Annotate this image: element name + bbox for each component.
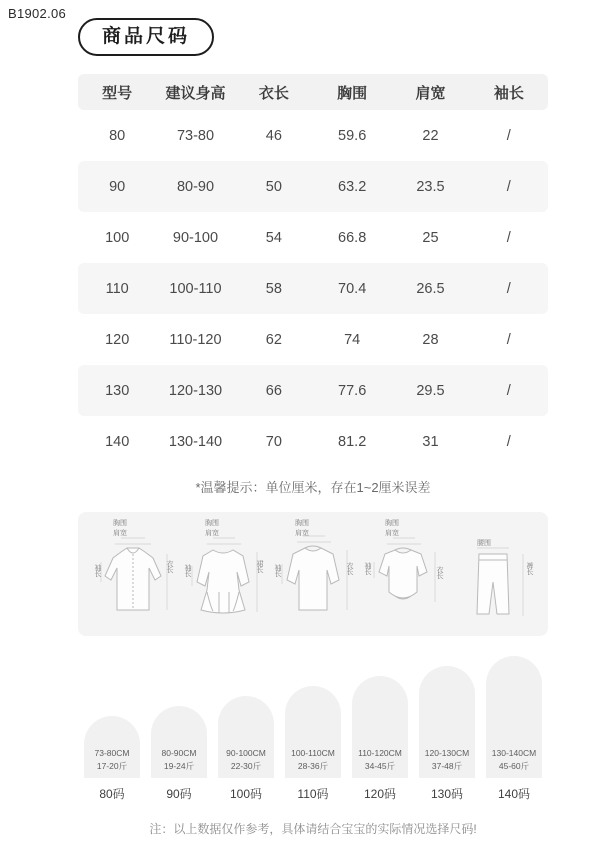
size-arch-band	[78, 656, 548, 802]
romper-shoulder-label: 肩宽	[295, 530, 309, 537]
arch-caption: 80码	[99, 787, 125, 801]
bodysuit-bust-label: 胸围	[385, 520, 399, 527]
cell-sleeve: /	[506, 433, 511, 450]
arch-caption: 110码	[297, 787, 329, 801]
arch-text	[352, 747, 408, 772]
column-header-bust: 胸围	[313, 74, 391, 110]
bodysuit-length-label: 衣长	[436, 566, 443, 578]
arch-text	[419, 747, 475, 772]
cell-bust: 66.8	[338, 229, 367, 246]
cell-bust: 63.2	[313, 161, 391, 212]
cell-height: 90-100	[172, 229, 219, 246]
cell-model: 140	[105, 433, 130, 450]
arch-weight-range: 17-20斤	[96, 760, 128, 771]
romper-sleeve-label: 袖长	[274, 564, 282, 576]
cell-height: 120-130	[156, 365, 234, 416]
bodysuit-icon	[361, 518, 445, 630]
jacket-sleeve-label: 袖长	[94, 564, 102, 576]
cell-sleeve: /	[506, 229, 511, 246]
cell-length: 54	[265, 229, 282, 246]
table-row	[78, 263, 548, 314]
table-row	[78, 212, 548, 263]
illustration-bodysuit	[361, 518, 445, 630]
size-table	[78, 74, 548, 467]
arch-height-range: 73-80CM	[94, 748, 130, 759]
cell-shoulder: 29.5	[391, 365, 469, 416]
dress-bust-label: 胸围	[205, 520, 219, 527]
table-row	[78, 110, 548, 161]
cell-height: 100-110	[156, 263, 234, 314]
cell-shoulder: 22	[422, 127, 439, 144]
cell-length: 50	[235, 161, 313, 212]
cell-model: 100	[105, 229, 130, 246]
cell-bust: 70.4	[313, 263, 391, 314]
arch-text	[486, 747, 542, 772]
cell-shoulder: 28	[422, 331, 439, 348]
arch-item-120	[352, 676, 408, 802]
cell-sleeve: /	[506, 331, 511, 348]
arch-shape	[352, 676, 408, 778]
cell-model: 120	[105, 331, 130, 348]
arch-height-range: 80-90CM	[161, 748, 197, 759]
table-header-row	[78, 74, 548, 110]
arch-text	[285, 747, 341, 772]
title-row	[78, 18, 548, 56]
illustration-dress	[181, 518, 265, 630]
arch-text	[84, 747, 140, 772]
cell-length: 58	[235, 263, 313, 314]
page-title: 商品尺码	[78, 18, 214, 56]
dress-length-label: 裙长	[256, 560, 263, 572]
cell-height: 73-80	[176, 127, 215, 144]
garment-illustration-band	[78, 512, 548, 636]
arch-weight-range: 28-36斤	[297, 760, 329, 771]
arch-height-range: 90-100CM	[226, 748, 266, 759]
arch-caption: 90码	[166, 787, 192, 801]
arch-caption: 120码	[363, 787, 397, 801]
pants-length-label: 裤长	[526, 562, 533, 574]
arch-item-80	[84, 716, 140, 802]
table-body	[78, 110, 548, 467]
cell-height: 80-90	[156, 161, 234, 212]
arch-height-range: 120-130CM	[424, 748, 470, 759]
cell-sleeve: /	[470, 263, 548, 314]
column-header-height: 建议身高	[156, 74, 234, 110]
bodysuit-sleeve-label: 袖长	[364, 562, 372, 574]
arch-item-100	[218, 696, 274, 802]
arch-height-range: 130-140CM	[491, 748, 537, 759]
arch-weight-range: 19-24斤	[163, 760, 195, 771]
cell-sleeve: /	[470, 161, 548, 212]
arch-weight-range: 22-30斤	[230, 760, 262, 771]
cell-height: 130-140	[168, 433, 223, 450]
cell-shoulder: 31	[422, 433, 439, 450]
jacket-icon	[91, 518, 175, 630]
arch-shape	[84, 716, 140, 778]
arch-weight-range: 37-48斤	[431, 760, 463, 771]
arch-shape	[151, 706, 207, 778]
arch-caption: 130码	[430, 787, 464, 801]
dress-icon	[181, 518, 265, 630]
arch-item-90	[151, 706, 207, 802]
table-row	[78, 314, 548, 365]
measurement-note: *温馨提示：单位厘米，存在1~2厘米误差	[195, 480, 431, 495]
bodysuit-shoulder-label: 肩宽	[385, 530, 399, 537]
illustration-pants	[451, 518, 535, 630]
arch-weight-range: 45-60斤	[498, 760, 530, 771]
cell-sleeve: /	[470, 365, 548, 416]
sku-code: B1902.06	[8, 6, 67, 21]
arch-shape	[285, 686, 341, 778]
table-row	[78, 416, 548, 467]
cell-bust: 81.2	[338, 433, 367, 450]
arch-shape	[218, 696, 274, 778]
cell-length: 62	[265, 331, 282, 348]
arch-item-130	[419, 666, 475, 802]
pants-waist-label: 腰围	[477, 540, 491, 547]
arch-height-range: 110-120CM	[358, 748, 402, 759]
jacket-bust-label: 胸围	[113, 520, 127, 527]
romper-length-label: 衣长	[346, 562, 353, 574]
table-header	[78, 74, 548, 110]
cell-sleeve: /	[506, 127, 511, 144]
cell-model: 90	[78, 161, 156, 212]
arch-caption: 100码	[229, 787, 263, 801]
jacket-shoulder-label: 肩宽	[113, 530, 127, 537]
illustration-jacket	[91, 518, 175, 630]
cell-model: 130	[78, 365, 156, 416]
column-header-model: 型号	[78, 74, 156, 110]
arch-weight-range: 34-45斤	[364, 760, 396, 771]
table-row	[78, 365, 548, 416]
cell-shoulder: 26.5	[391, 263, 469, 314]
cell-shoulder: 25	[422, 229, 439, 246]
arch-item-140	[486, 656, 542, 802]
arch-shape	[486, 656, 542, 778]
cell-length: 70	[265, 433, 282, 450]
cell-model: 110	[78, 263, 156, 314]
dress-sleeve-label: 袖长	[184, 564, 192, 576]
romper-bust-label: 胸围	[295, 520, 309, 527]
size-chart-page	[78, 18, 548, 837]
romper-icon	[271, 518, 355, 630]
footnote: 注：以上数据仅作参考，具体请结合宝宝的实际情况选择尺码!	[149, 822, 477, 836]
arch-item-110	[285, 686, 341, 802]
table-row	[78, 161, 548, 212]
dress-shoulder-label: 肩宽	[205, 530, 219, 537]
column-header-shoulder: 肩宽	[391, 74, 469, 110]
cell-model: 80	[109, 127, 126, 144]
cell-shoulder: 23.5	[391, 161, 469, 212]
cell-length: 46	[265, 127, 282, 144]
arch-text	[218, 747, 274, 772]
jacket-length-label: 衣长	[166, 560, 173, 572]
arch-height-range: 100-110CM	[291, 748, 335, 759]
arch-caption: 140码	[497, 787, 531, 801]
cell-length: 66	[235, 365, 313, 416]
arch-text	[151, 747, 207, 772]
cell-height: 110-120	[169, 331, 222, 348]
column-header-sleeve: 袖长	[470, 74, 548, 110]
cell-bust: 59.6	[338, 127, 367, 144]
column-header-length: 衣长	[235, 74, 313, 110]
arch-shape	[419, 666, 475, 778]
illustration-romper	[271, 518, 355, 630]
pants-icon	[451, 518, 535, 630]
cell-bust: 77.6	[313, 365, 391, 416]
cell-bust: 74	[344, 331, 361, 348]
